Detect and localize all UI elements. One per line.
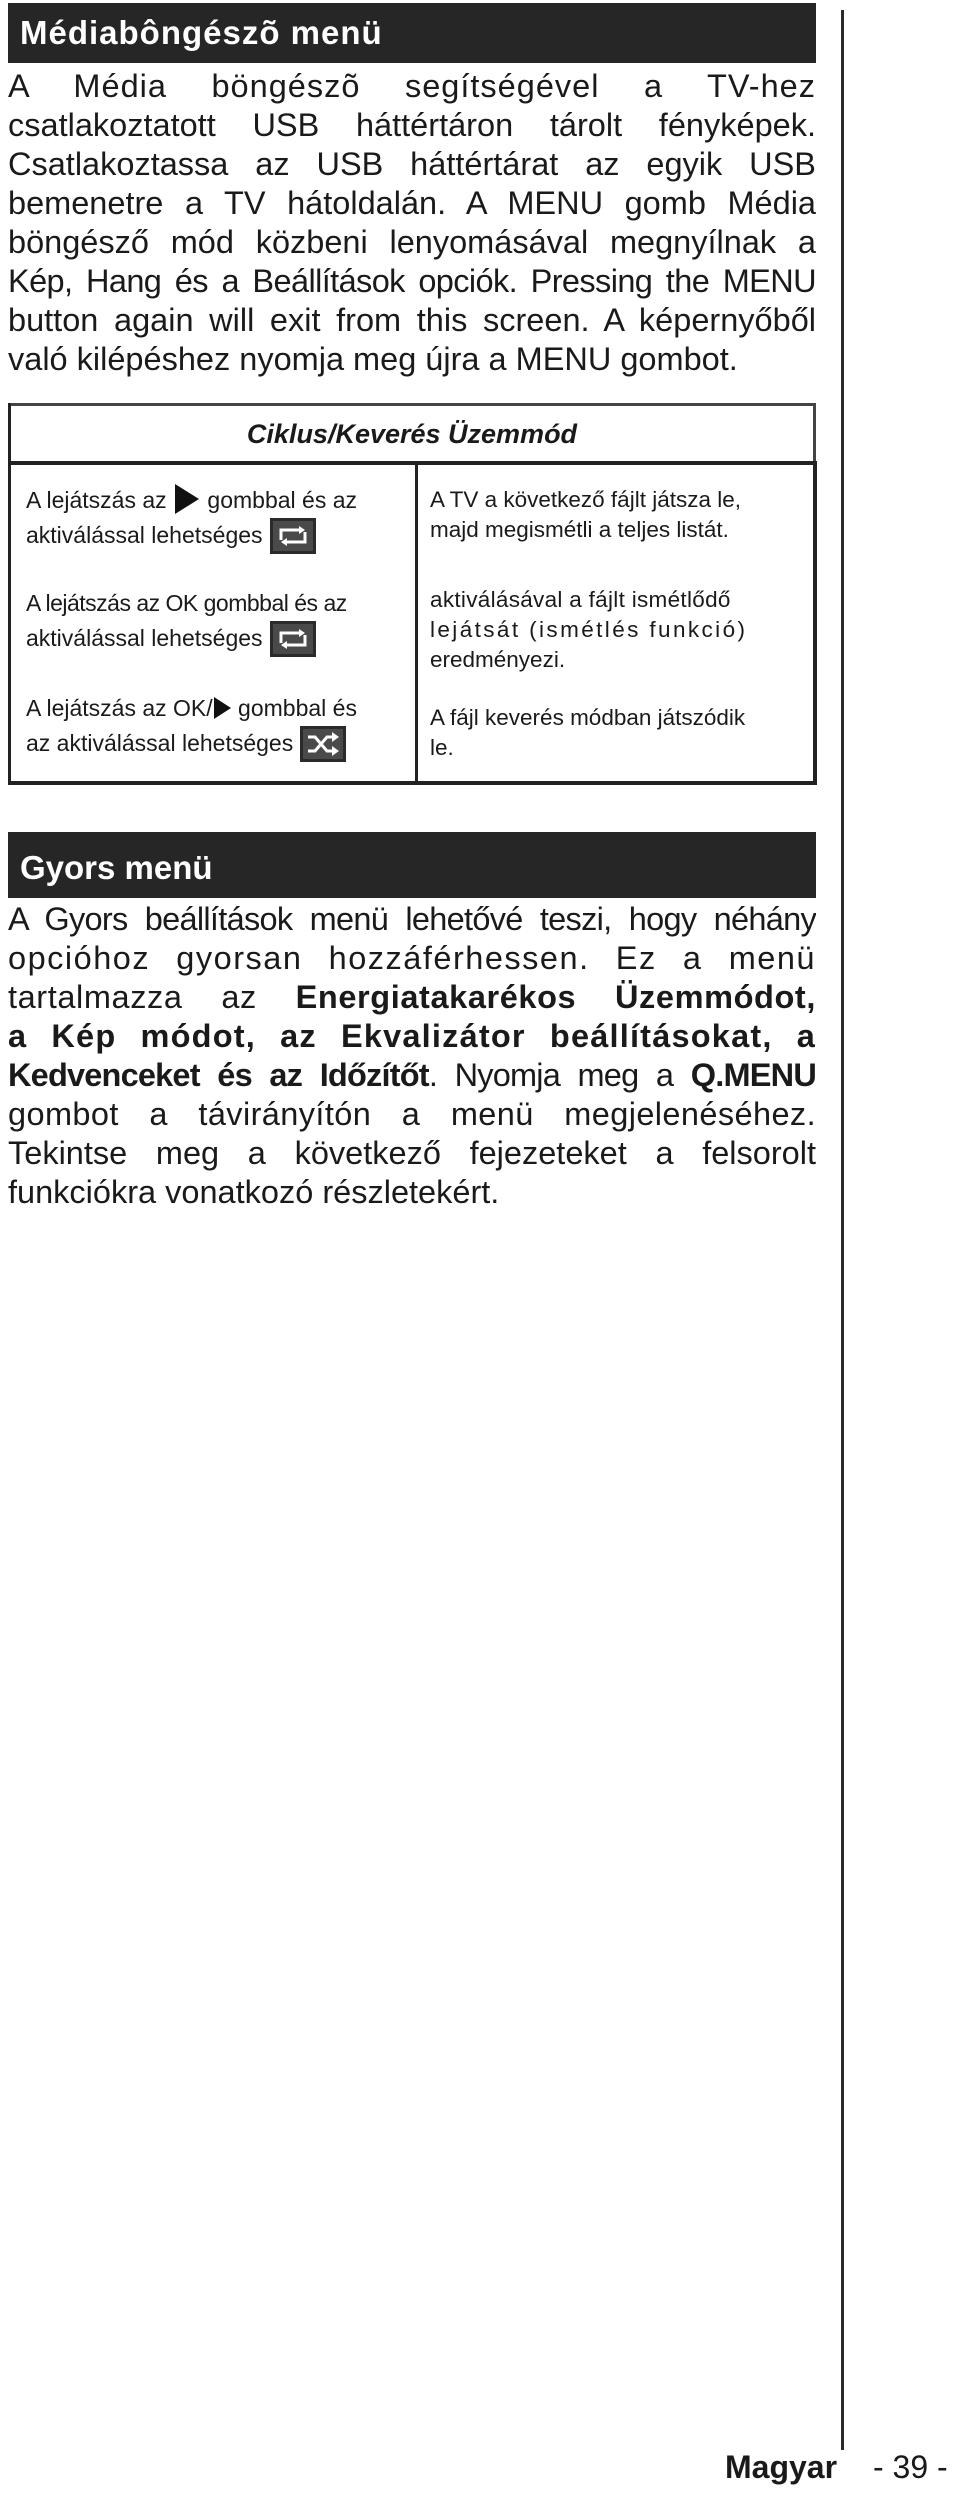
- table-border: [8, 781, 816, 785]
- cell-line: majd megismétli a teljes listát.: [430, 517, 729, 542]
- table-cell-left: [26, 483, 406, 564]
- table-cell-left: [26, 586, 406, 667]
- paragraph-line: A Gyors beállítások menü lehetővé teszi, hogy néhány: [8, 901, 816, 937]
- cell-line: [26, 725, 406, 772]
- table-cell-right: [430, 703, 808, 763]
- paragraph-line: való kilépéshez nyomja meg újra a MENU gombot.: [8, 341, 738, 377]
- paragraph-text: tartalmazza az: [8, 979, 257, 1015]
- table-divider: [8, 461, 816, 465]
- paragraph-line: a Kép módot, az Ekvalizátor beállításokat, a: [8, 1018, 816, 1054]
- table-title: Ciklus/Keverés Üzemmód: [246, 419, 578, 449]
- paragraph-bold-text: Energiatakarékos Üzemmódot,: [295, 979, 816, 1015]
- media-browser-paragraph: [8, 67, 816, 379]
- cell-line: [26, 517, 406, 564]
- cell-text: az aktiválással lehetséges: [26, 730, 294, 756]
- paragraph-line: funkciókra vonatkozó részletekért.: [8, 1174, 500, 1210]
- cell-line: le.: [430, 735, 454, 760]
- cell-text: aktiválással lehetséges: [26, 625, 263, 651]
- cell-text: A lejátszás az: [26, 487, 167, 513]
- page-margin-rule: [841, 10, 844, 2450]
- paragraph-line: [8, 1056, 816, 1095]
- table-border: [813, 461, 817, 785]
- cell-line: eredményezi.: [430, 647, 566, 672]
- loop-shuffle-table: [8, 403, 816, 785]
- loop-icon: [269, 620, 317, 667]
- paragraph-line: csatlakoztatott USB háttértáron tárolt fényképek.: [8, 107, 816, 143]
- cell-line: [26, 620, 406, 667]
- paragraph-text: . Nyomja meg a: [428, 1057, 674, 1093]
- cell-line: aktiválásával a fájlt ismétlődő: [430, 587, 731, 612]
- paragraph-line: [8, 978, 816, 1017]
- paragraph-line: böngésző mód közbeni lenyomásával megnyílnak a: [8, 224, 816, 260]
- table-column-divider: [415, 461, 418, 781]
- cell-line: [26, 483, 406, 517]
- cell-line: [26, 691, 406, 725]
- paragraph-line: A Média böngészõ segítségével a TV-hez: [8, 68, 816, 104]
- cell-text: aktiválással lehetséges: [26, 522, 263, 548]
- loop-icon: [269, 517, 317, 564]
- cell-line: A TV a következő fájlt játsza le,: [430, 487, 741, 512]
- paragraph-line: button again will exit from this screen. A képernyőből: [8, 302, 816, 338]
- quick-menu-paragraph: [8, 900, 816, 1212]
- paragraph-line: opcióhoz gyorsan hozzáférhessen. Ez a menü: [8, 940, 816, 976]
- cell-text: gombbal és az: [207, 487, 358, 513]
- paragraph-line: Csatlakoztassa az USB háttértárat az egyik USB: [8, 146, 816, 182]
- quick-menu-header: Gyors menü: [8, 832, 816, 898]
- table-cell-right: [430, 485, 808, 545]
- cell-line: A fájl keverés módban játszódik: [430, 705, 746, 730]
- play-icon: [175, 484, 199, 514]
- play-icon: [214, 697, 231, 719]
- shuffle-icon: [299, 725, 347, 772]
- footer-language: Magyar: [725, 2449, 838, 2485]
- paragraph-bold-text: Kedvenceket és az Időzítőt: [8, 1057, 429, 1093]
- paragraph-line: bemenetre a TV hátoldalán. A MENU gomb Média: [8, 185, 816, 221]
- paragraph-line: gombot a távirányítón a menü megjelenéséhez.: [8, 1096, 816, 1132]
- cell-line: lejátsát (ismétlés funkció): [430, 617, 748, 642]
- cell-text: gombbal és: [238, 695, 357, 721]
- footer-page-number: - 39 -: [873, 2449, 948, 2485]
- cell-line: A lejátszás az OK gombbal és az: [26, 590, 347, 616]
- paragraph-bold-text: Q.MENU: [690, 1057, 816, 1093]
- media-browser-header: Médiabôngészõ menü: [8, 3, 816, 63]
- paragraph-line: Kép, Hang és a Beállítások opciók. Pressing the MENU: [8, 263, 816, 299]
- paragraph-line: Tekintse meg a következő fejezeteket a felsorolt: [8, 1135, 816, 1171]
- cell-text: A lejátszás az OK/: [26, 695, 213, 721]
- table-cell-right: [430, 585, 808, 675]
- table-cell-left: [26, 691, 406, 772]
